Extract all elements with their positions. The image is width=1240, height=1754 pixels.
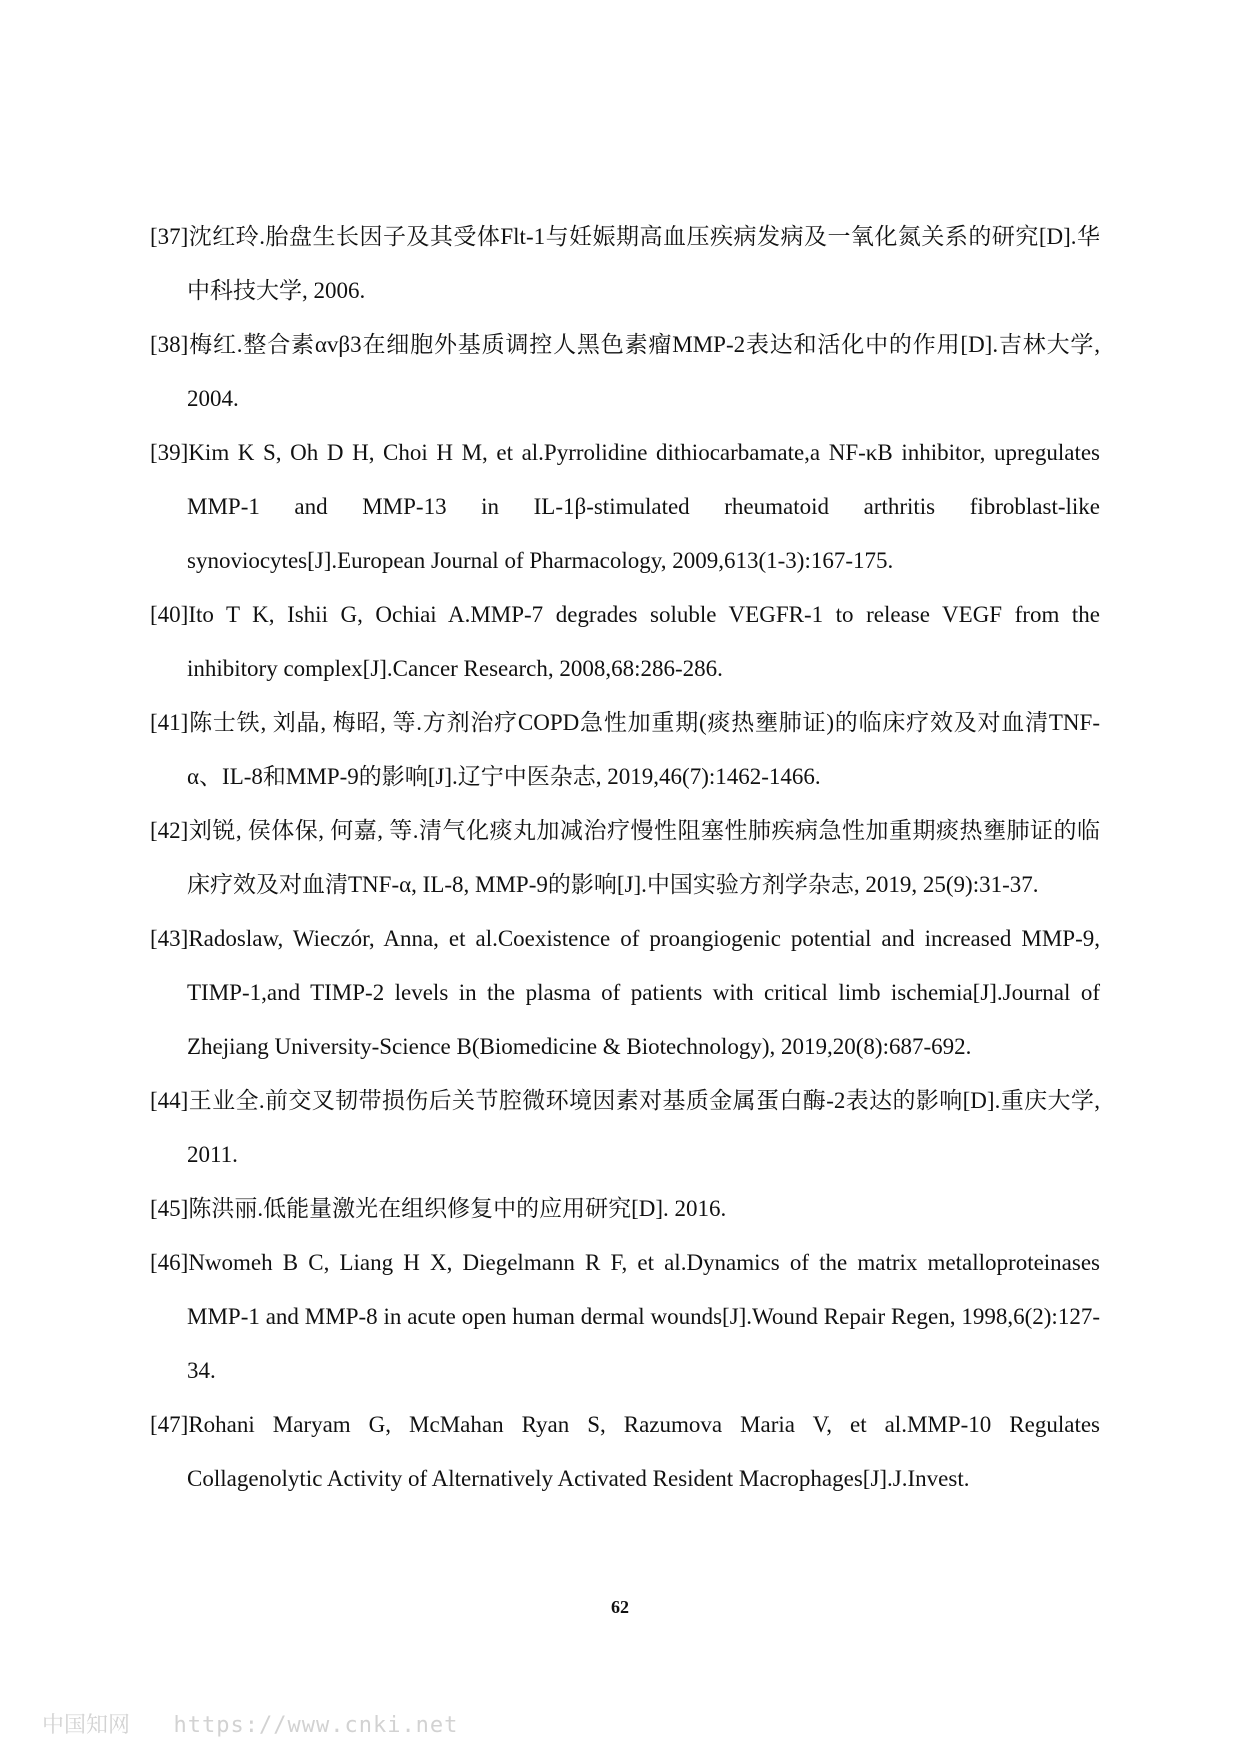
reference-entry-39: [39]Kim K S, Oh D H, Choi H M, et al.Pyrrolidine dithiocarbamate,a NF-κB inhibitor, upregulates MMP-1 and MMP-13 in IL-1β-stimulated rheumatoid arthritis fibroblast-like synoviocytes[J].European Journal of Pharmacology, 2009,613(1-3):167-175. xyxy=(150,440,1100,573)
reference-entry-45: [45]陈洪丽.低能量激光在组织修复中的应用研究[D]. 2016. xyxy=(150,1196,727,1221)
reference-entry-43: [43]Radoslaw, Wieczór, Anna, et al.Coexistence of proangiogenic potential and increased MMP-9, TIMP-1,and TIMP-2 levels in the plasma of patients with critical limb ischemia[J].Journal of Zhejiang University-Science B(Biomedicine & Biotechnology), 2019,20(8):687-692. xyxy=(150,926,1100,1059)
watermark xyxy=(42,1708,458,1739)
reference-entry-46: [46]Nwomeh B C, Liang H X, Diegelmann R F, et al.Dynamics of the matrix metalloproteinases MMP-1 and MMP-8 in acute open human dermal wounds[J].Wound Repair Regen, 1998,6(2):127-34. xyxy=(150,1250,1100,1383)
watermark-url: https://www.cnki.net xyxy=(173,1713,459,1738)
reference-entry-38: [38]梅红.整合素αvβ3在细胞外基质调控人黑色素瘤MMP-2表达和活化中的作用[D].吉林大学, 2004. xyxy=(150,332,1100,411)
watermark-site-name: 中国知网 xyxy=(42,1713,131,1738)
reference-entry-42: [42]刘锐, 侯体保, 何嘉, 等.清气化痰丸加减治疗慢性阻塞性肺疾病急性加重期痰热壅肺证的临床疗效及对血清TNF-α, IL-8, MMP-9的影响[J].中国实验方剂学杂志, 2019, 25(9):31-37. xyxy=(150,818,1100,897)
reference-entry-44: [44]王业全.前交叉韧带损伤后关节腔微环境因素对基质金属蛋白酶-2表达的影响[D].重庆大学, 2011. xyxy=(150,1088,1100,1167)
reference-entry-41: [41]陈士铁, 刘晶, 梅昭, 等.方剂治疗COPD急性加重期(痰热壅肺证)的临床疗效及对血清TNF-α、IL-8和MMP-9的影响[J].辽宁中医杂志, 2019,46(7):1462-1466. xyxy=(150,710,1100,789)
reference-entry-37: [37]沈红玲.胎盘生长因子及其受体Flt-1与妊娠期高血压疾病发病及一氧化氮关系的研究[D].华中科技大学, 2006. xyxy=(150,224,1100,303)
page-number: 62 xyxy=(611,1597,629,1617)
reference-entry-40: [40]Ito T K, Ishii G, Ochiai A.MMP-7 degrades soluble VEGFR-1 to release VEGF from the inhibitory complex[J].Cancer Research, 2008,68:286-286. xyxy=(150,602,1100,681)
reference-list xyxy=(150,210,1100,1506)
reference-entry-47: [47]Rohani Maryam G, McMahan Ryan S, Razumova Maria V, et al.MMP-10 Regulates Collagenolytic Activity of Alternatively Activated Resident Macrophages[J].J.Invest. xyxy=(150,1412,1100,1491)
